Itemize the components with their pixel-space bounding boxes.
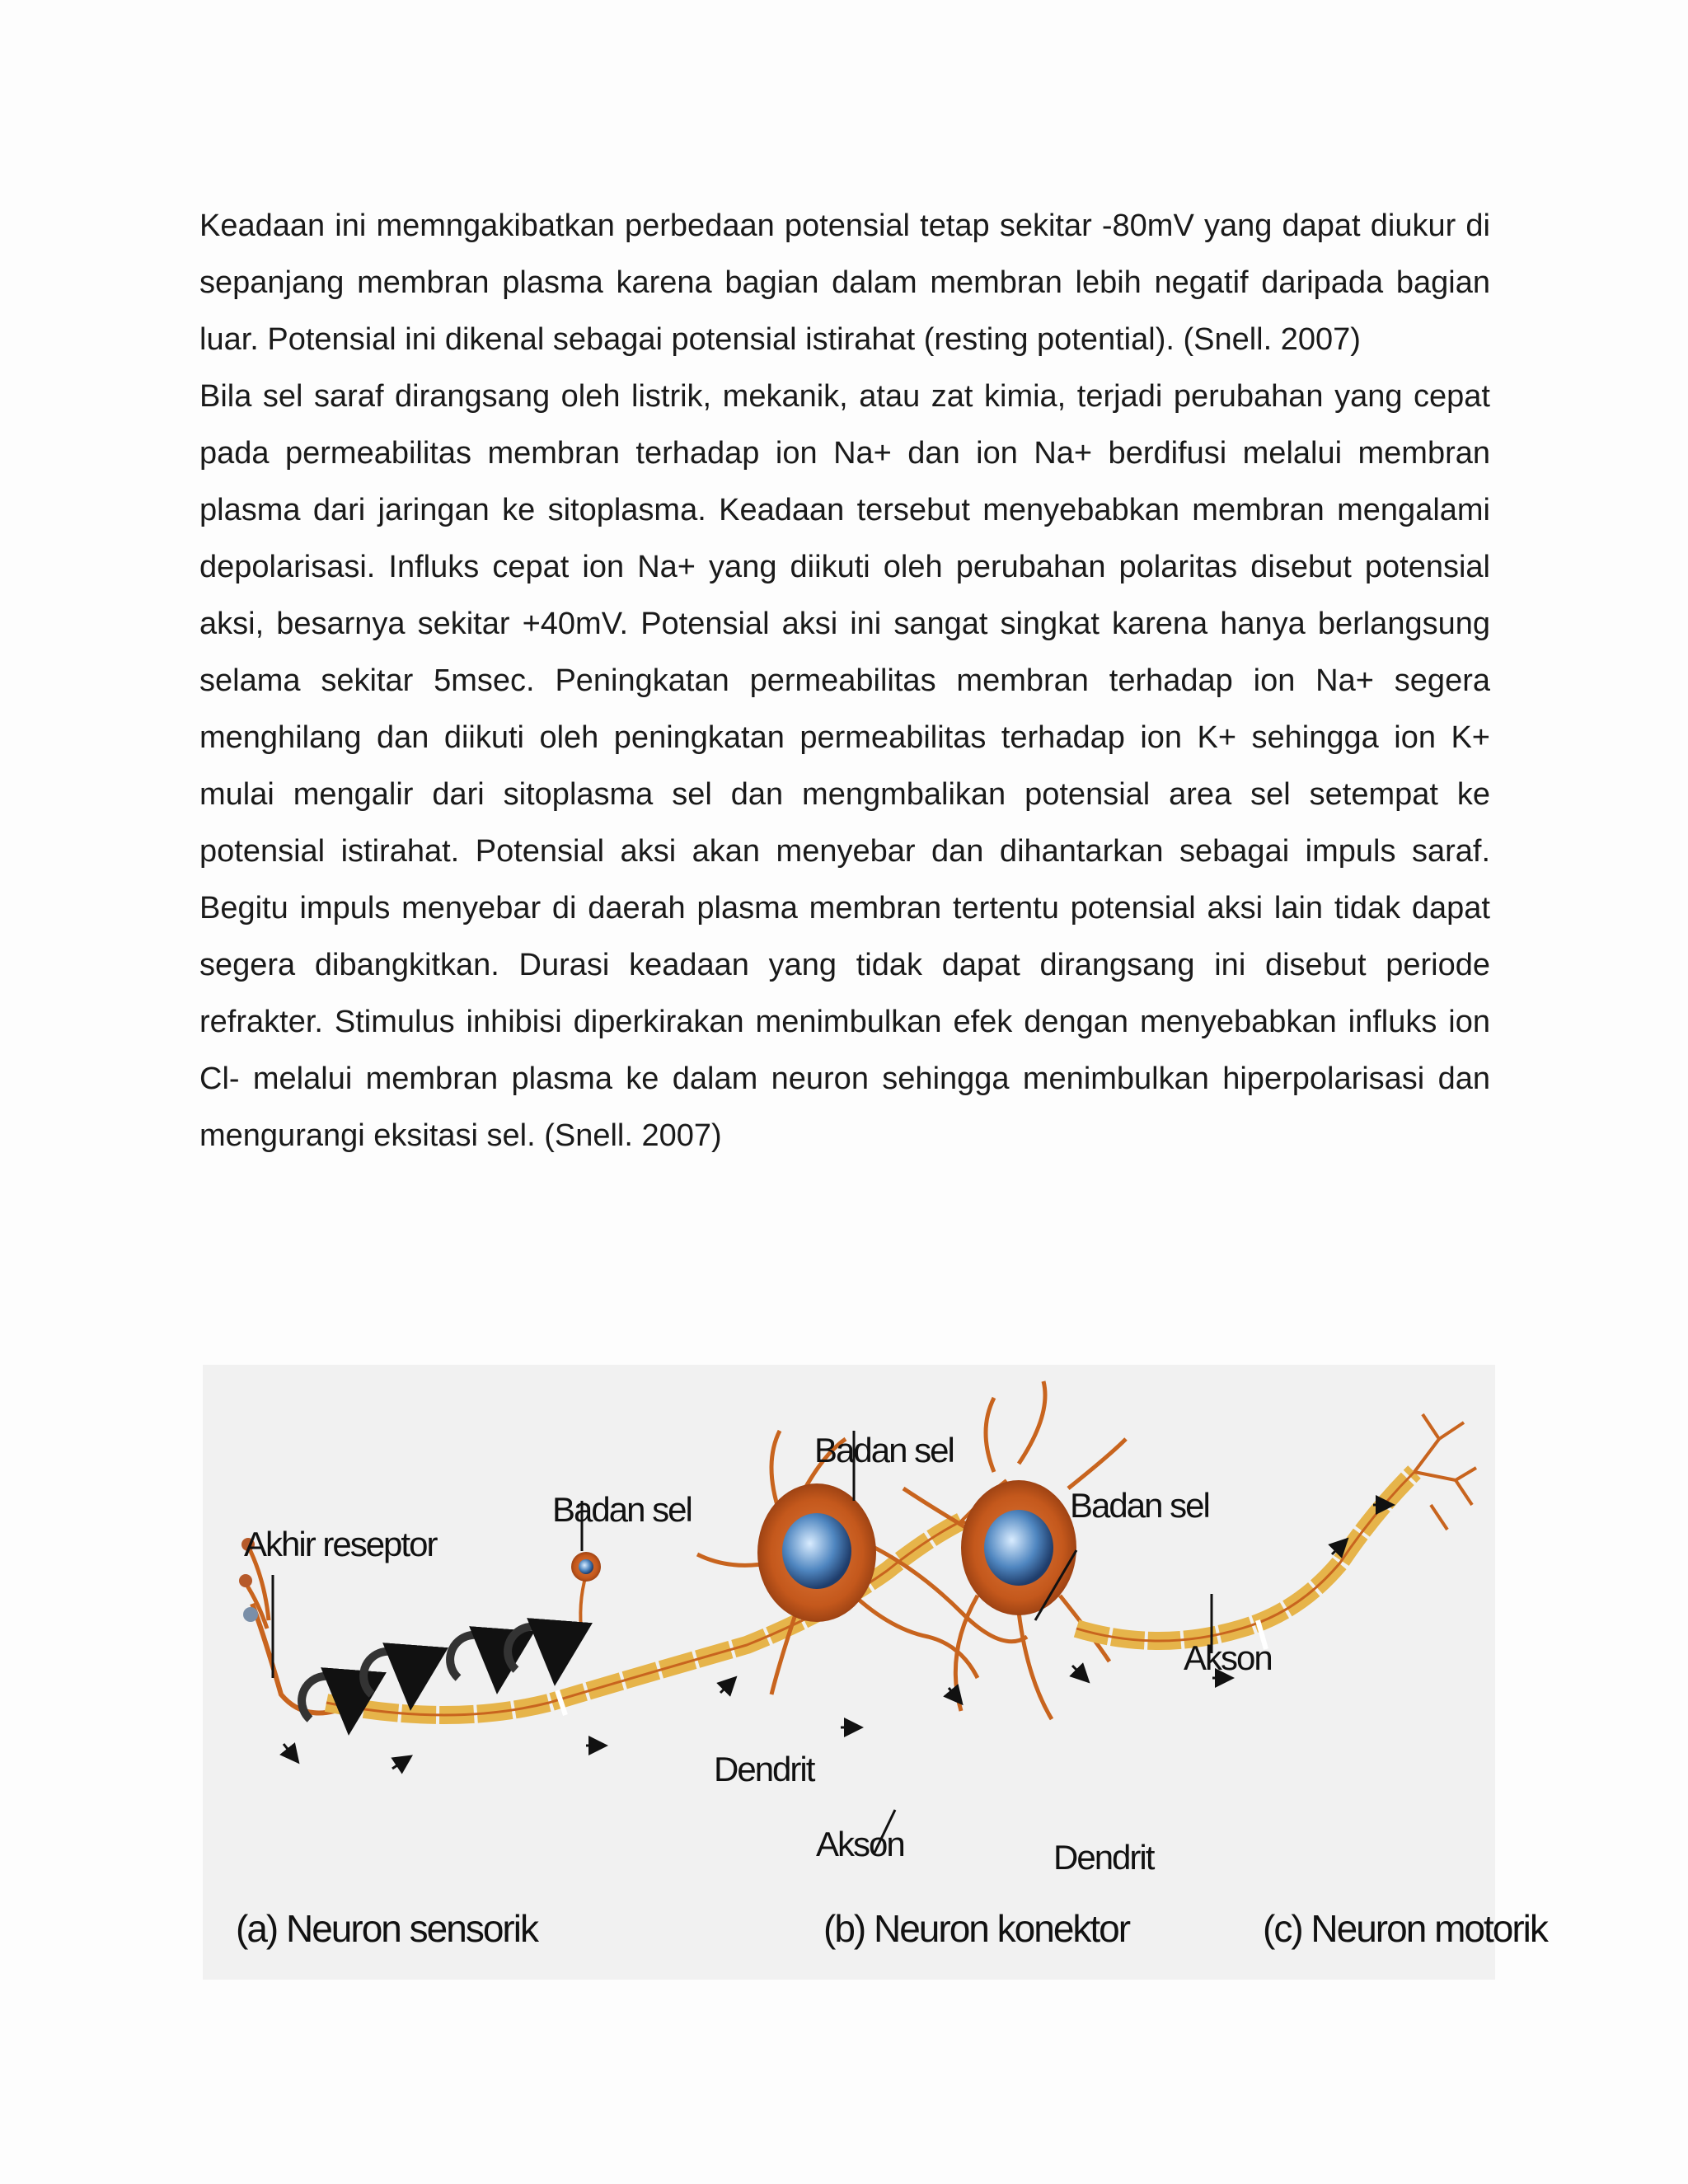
label-badan-sel-a: Badan sel (552, 1490, 692, 1529)
label-dendrit-b2: Dendrit (1053, 1838, 1154, 1877)
label-badan-sel-b2: Badan sel (1070, 1486, 1209, 1525)
caption-neuron-sensorik: (a) Neuron sensorik (236, 1907, 537, 1950)
document-body (199, 198, 1490, 1165)
neuron-diagram (203, 1365, 1547, 1980)
label-akson-b: Akson (816, 1825, 904, 1863)
label-akson-c: Akson (1184, 1638, 1272, 1677)
label-akhir-reseptor: Akhir reseptor (244, 1525, 437, 1563)
caption-neuron-motorik: (c) Neuron motorik (1263, 1907, 1547, 1950)
caption-neuron-konektor: (b) Neuron konektor (823, 1907, 1130, 1950)
motor-neuron (1076, 1414, 1476, 1678)
paragraph-1: Keadaan ini memngakibatkan perbedaan potensial tetap sekitar -80mV yang dapat diukur di sepanjang membran plasma karena bagian dalam membran lebih negatif daripada bagian luar. Potensial ini dikenal sebagai potensial istirahat (resting potential). (Snell. 2007) (199, 209, 1490, 357)
label-dendrit-b1: Dendrit (714, 1750, 814, 1788)
label-badan-sel-b1: Badan sel (814, 1431, 954, 1469)
paragraph-2: Bila sel saraf dirangsang oleh listrik, mekanik, atau zat kimia, terjadi perubahan yang cepat pada permeabilitas membran terhadap ion Na+ dan ion Na+ berdifusi melalui membran plasma dari jaringan ke sitoplasma. Keadaan tersebut menyebabkan membran mengalami depolarisasi. Influks cepat ion Na+ yang diikuti oleh perubahan polaritas disebut potensial aksi, besarnya sekitar +40mV. Potensial aksi ini sangat singkat karena hanya berlangsung selama sekitar 5msec. Peningkatan permeabilitas membran terhadap ion Na+ segera menghilang dan diikuti oleh peningkatan permeabilitas terhadap ion K+ sehingga ion K+ mulai mengalir dari sitoplasma sel dan mengmbalikan potensial area sel setempat ke potensial istirahat. Potensial aksi akan menyebar dan dihantarkan sebagai impuls saraf. Begitu impuls menyebar di daerah plasma membran tertentu potensial aksi lain tidak dapat segera dibangkitkan. Durasi keadaan yang tidak dapat dirangsang ini disebut periode refrakter. Stimulus inhibisi diperkirakan menimbulkan efek dengan menyebabkan influks ion Cl- melalui membran plasma ke dalam neuron sehingga menimbulkan hiperpolarisasi dan mengurangi eksitasi sel. (Snell. 2007) (199, 379, 1490, 1153)
neuron-types-figure (203, 1365, 1547, 1980)
